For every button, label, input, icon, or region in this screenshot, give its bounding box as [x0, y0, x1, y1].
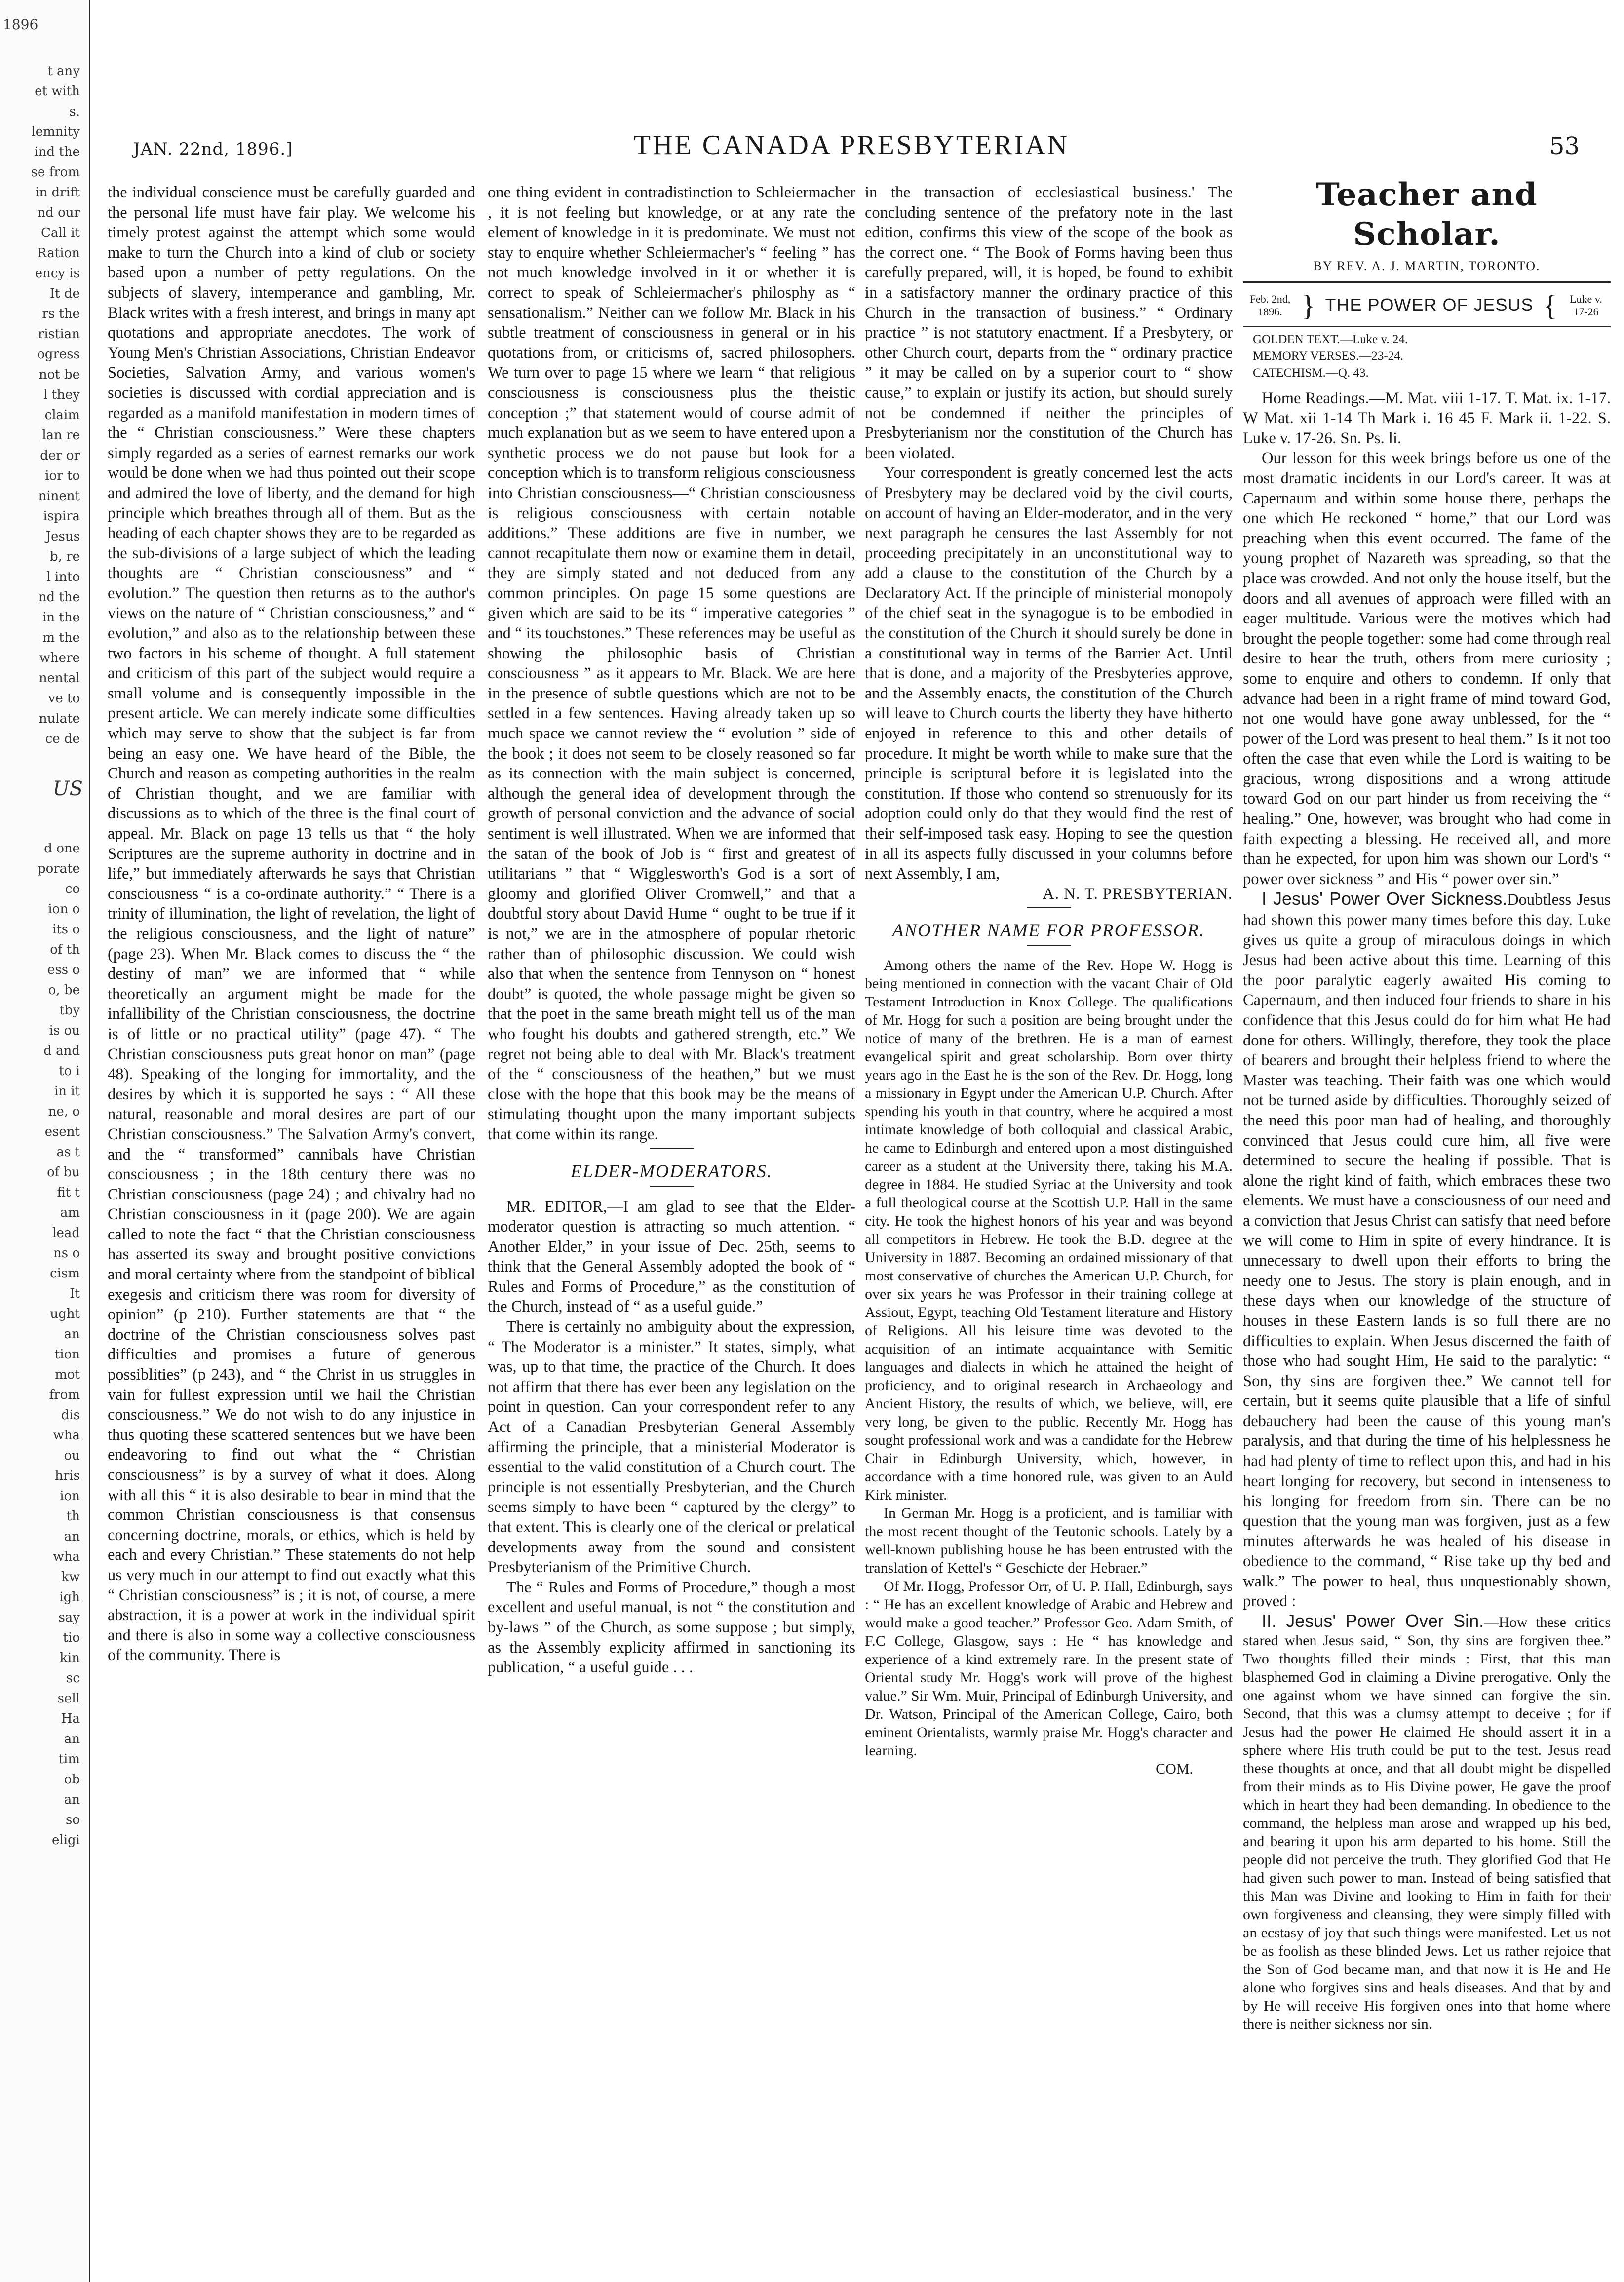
newspaper-title: THE CANADA PRESBYTERIAN	[633, 130, 1070, 160]
margin-fragment: claim	[44, 408, 80, 423]
letter-paragraph: in the transaction of ecclesiastical business.' The concluding sentence of the prefatory note in the last edition, confirms this view of the scope of the book as the correct one. “ The Book of Forms having been thus carefully prepared, will, it is hoped, be found to exhibit in a satisfactory manner the ordinary practice of this Church in the transaction of business.” “ Ordinary practice ” is not statutory enactment. If a Presbytery, or other Church court, departs from the “ ordinary practice ” it may be called on by a superior court to “ show cause,” to explain or justify its action, but should surely not be condemned if neither the principles of Presbyterianism nor the constitution of the Church has been violated.	[865, 184, 1233, 462]
margin-fragment: an	[64, 1792, 80, 1807]
margin-fragment: d and	[43, 1044, 80, 1058]
margin-fragment: an	[64, 1732, 80, 1746]
margin-fragment: nd the	[38, 590, 80, 605]
margin-fragment: tio	[63, 1630, 80, 1645]
margin-fragment: Jesus	[45, 529, 80, 544]
heading-rule	[1243, 281, 1611, 283]
elder-moderators-title: ELDER-MODERATORS.	[570, 1161, 773, 1182]
margin-fragment: ce de	[45, 732, 80, 746]
margin-fragment: ristian	[38, 327, 80, 342]
margin-fragment: igh	[59, 1590, 80, 1605]
margin-fragment: to i	[59, 1064, 80, 1079]
column-3	[865, 183, 1233, 2266]
page-number: 53	[1549, 132, 1580, 160]
section-rule	[650, 1148, 694, 1149]
margin-fragment: ou	[64, 1448, 80, 1463]
article-paragraph: Among others the name of the Rev. Hope W. Hogg is being mentioned in connection with the vacant Chair of Old Testament Introduction in Knox College. The qualifications of Mr. Hogg for such a position are being brought under the notice of many of the brethren. He is a man of earnest evangelical spirit and great scholarship. Born over thirty years ago in the East he is the son of the Rev. Dr. Hogg, long a missionary in Egypt under the American U.P. Church. After spending his youth in that country, where he acquired a most intimate knowledge of both colloquial and classical Arabic, he came to Edinburgh and entered upon a most distinguished career as a student at the University there, taking his M.A. degree in 1884. He studied Syriac at the University and took a full theological course at the Scottish U.P. Hall in the same city. He took the highest honors of his year and was beyond all competitors in Hebrew. He took the B.D. degree at the University in 1887. Becoming an ordained missionary of that most conservative of churches the American U.P. Church, for over six years he was Professor in their training college at Assiout, Egypt, teaching Old Testament literature and History of Religions. All his leisure time was devoted to the acquisition of an intimate acquaintance with Semitic languages and dialects in which he attained the height of proficiency, and to original research in Archaeology and Ancient History, the results of which, we believe, will, ere very long, be given to the public. Recently Mr. Hogg has sought professional work and was a candidate for the Hebrew Chair in Edinburgh University, which, however, in accordance with a time honored rule, was given to an Auld Kirk minister.	[865, 957, 1233, 1504]
margin-fragment: ogress	[37, 347, 80, 362]
margin-fragment: ion	[60, 1489, 80, 1504]
margin-fragment: ne, o	[48, 1104, 80, 1119]
home-readings: Home Readings.—M. Mat. viii 1-17. T. Mat. ix. 1-17. W Mat. xii 1-14 Th Mark i. 16 45 F. Mark ii. 1-22. S. Luke v. 17-26. Sn. Ps. li.	[1243, 389, 1611, 447]
margin-fragment: nd our	[37, 205, 80, 220]
margin-fragment: tion	[54, 1347, 80, 1362]
margin-fragment: of bu	[47, 1165, 80, 1180]
brace-glyph: {	[1543, 289, 1557, 322]
section-1-text: Doubtless Jesus had shown this power many times before this day. Luke gives us quite a group of miraculous doings in which Jesus had been active about this time. Learning of this the poor paralytic eagerly awaited His coming to Capernaum, and then induced four friends to share in his confidence that this Jesus could do for him what He had done for others. Willingly, therefore, they took the place of bearers and brought their helpless friend to where the Master was teaching. Their faith was one which would not be turned aside by difficulties. Thoroughly seized of the need this poor man had of healing, and thoroughly convinced that Jesus could cure him, all five were determined to secure the healing if possible. That is alone the right kind of faith, which embraces these two elements. We must have a consciousness of our need and a conviction that Jesus Christ can satisfy that need before we will come to Him in spite of every hindrance. It is unnecessary to dwell upon their efforts to bring the needy one to Jesus. The story is plain enough, and in these days when our knowledge of the structure of houses in these Eastern lands is so full there are no difficulties to explain. When Jesus discerned the faith of those who had sought Him, He said to the paralytic: “ Son, thy sins are forgiven thee.” We cannot tell for certain, but it seems quite plausible that a life of sinful debauchery had been the cause of this young man's paralysis, and that during the time of his helplessness he had had plenty of time to reflect upon this, and had in his heart longing for recovery, but second in intenseness to his longing for freedom from sin. There can be no question that the young man was forgiven, just as a few minutes afterwards he was healed of his disease in obedience to the command, “ Rise take up thy bed and walk.” The power to heal, thus unquestionably shown, proved :	[1243, 891, 1611, 1611]
margin-fragment: ns o	[53, 1246, 80, 1261]
letter-paragraph: MR. EDITOR,—I am glad to see that the Elder-moderator question is attracting so much attention. “ Another Elder,” in your issue of Dec. 25th, seems to think that the General Assembly adopted the book of “ Rules and Forms of Procedure,” as the constitution of the Church, instead of “ as a useful guide.”	[488, 1198, 855, 1316]
margin-fragment: s.	[69, 104, 80, 119]
margin-fragment: sc	[66, 1671, 80, 1686]
margin-fragment: It de	[49, 286, 80, 301]
column-4	[1243, 175, 1611, 2258]
margin-fragment: kin	[60, 1651, 80, 1665]
margin-fragment: am	[60, 1205, 80, 1220]
margin-fragment: ency is	[35, 266, 80, 281]
margin-fragment: se from	[31, 165, 80, 180]
lesson-intro: Our lesson for this week brings before us one of the most dramatic incidents in our Lord's career. It was at Capernaum and within some house there, perhaps the one which He reckoned “ home,” that our Lord was preaching when this event occurred. The fame of the young prophet of Nazareth was spreading, so that the place was crowded. And not only the house itself, but the doors and all avenues of approach were filled with an eager multitude. Various were the motives which had brought the people together: some had come through real desire to hear the truth, others from mere curiosity ; some to enquire and others to condemn. If only that advance had been in a right frame of mind toward God, not one would have gone away unblessed, for the “ power of the Lord was present to heal them.” Is it not too often the case that even while the Lord is waiting to be gracious, wrong dispositions and a wrong attitude toward God on our part hinder us from receiving the “ healing.” One, however, was brought who had come in faith expecting a blessing. He received all, and more than he expected, for upon him was shown our Lord's “ power over sickness ” and His “ power over sin.”	[1243, 449, 1611, 888]
margin-fragment: o, be	[48, 983, 80, 998]
column-1	[108, 183, 475, 2266]
margin-fragment: d one	[44, 841, 80, 856]
margin-fragment: It	[70, 1286, 80, 1301]
teacher-scholar-heading: Teacher and Scholar.	[1316, 176, 1538, 253]
section-2-heading: II. Jesus' Power Over Sin.	[1262, 1610, 1484, 1631]
article-paragraph: Of Mr. Hogg, Professor Orr, of U. P. Hall, Edinburgh, says : “ He has an excellent knowledge of Arabic and Hebrew and would make a good teacher.” Professor Geo. Adam Smith, of F.C College, Glasgow, says : He “ has knowledge and experience of a kind extremely rare. In the present state of Oriental study Mr. Hogg's work will prove of the highest value.” Sir Wm. Muir, Principal of Edinburgh University, and Dr. Watson, Principal of the American College, Cairo, both eminent Orientalists, warmly praise Mr. Hogg's character and learning.	[865, 1578, 1233, 1759]
margin-fragment: ind the	[34, 145, 80, 159]
margin-fragment: ior to	[45, 468, 80, 483]
margin-fragment: an	[64, 1327, 80, 1342]
margin-fragment: Ration	[37, 246, 80, 261]
margin-fragment: wha	[53, 1428, 80, 1443]
section-2-text: —How these critics stared when Jesus said, “ Son, thy sins are forgiven thee.” Two thoughts filled their minds : First, that this man blasphemed God in claiming a Divine prerogative. Only the one against whom we have sinned can forgive the sin. Second, that this was a clumsy attempt to deceive ; for if Jesus had the power He claimed He should assert it in a sphere where His truth could be put to the test. Jesus read these thoughts at once, and that all doubt might be dispelled from their minds as to His Divine power, He gave the proof which in heart they had been demanding. In obedience to the command, the helpless man arose and wrapped up his bed, and bearing it upon his arm departed to his home. Still the people did not perceive the truth. They glorified God that He had given such power to man. Instead of being satisfied that this Man was Divine and looking to Him in faith for their own forgiveness and cleansing, they were simply filled with an ecstasy of joy that such things were manifested. Let us not be as foolish as these blinded Jews. Let us rather rejoice that the Son of God became man, and that now it is He and He alone who forgives sins and heals diseases. And that by and by He will receive His forgiven ones into that home where there is neither sickness nor sin.	[1243, 1614, 1611, 2032]
margin-fragment: US	[52, 777, 83, 800]
margin-fragment: ess o	[47, 963, 80, 977]
letter-signature: A. N. T. PRESBYTERIAN.	[1043, 885, 1233, 903]
margin-fragment: eligi	[52, 1833, 80, 1848]
margin-fragment: so	[66, 1813, 80, 1827]
margin-fragment: kw	[61, 1570, 80, 1585]
margin-fragment: say	[58, 1610, 80, 1625]
catechism: CATECHISM.—Q. 43.	[1253, 366, 1369, 380]
margin-fragment: fit t	[57, 1185, 80, 1200]
margin-fragment: in drift	[35, 185, 80, 200]
lesson-header	[1243, 289, 1611, 327]
margin-fragment: sell	[57, 1691, 80, 1706]
margin-fragment: tim	[58, 1752, 80, 1767]
brace-glyph: }	[1301, 289, 1315, 322]
letter-paragraph: There is certainly no ambiguity about the expression, “ The Moderator is a minister.” It states, simply, what was, up to that time, the practice of the Church. It does not affirm that there has ever been any legislation on the point in question. Can your correspondent refer to any Act of a Canadian Presbyterian General Assembly affirming the principle, that a ministerial Moderator is essential to the valid constitution of a Church court. The principle is not essentially Presbyterian, and the Church seems simply to have been “ captured by the clergy” to that extent. This is clearly one of the clerical or prelatical developments away from the sound and consistent Presbyterianism of the Primitive Church.	[488, 1318, 855, 1577]
column-2	[488, 183, 855, 2266]
margin-fragment: wha	[53, 1549, 80, 1564]
review-paragraph: the individual conscience must be carefully guarded and the personal life must have fair play. We welcome his timely protest against the attempt which some would make to turn the Church into a kind of club or society based upon a number of petty regulations. On the subjects of slavery, intemperance and gambling, Mr. Black writes with a fresh interest, and brings in many apt quotations and appropriate anecdotes. The work of Young Men's Christian Associations, Christian Endeavor Societies, Salvation Army, and various women's societies is discussed with cordial appreciation and is regarded as a manifold manifestation in modern times of the “ Christian consciousness.” Were these chapters simply regarded as a series of earnest remarks our work would be done when we had thus pointed out their scope and admired the love of liberty, and the demand for high principle which breathes through all of them. But as the heading of each chapter shows they are to be regarded as the sub-divisions of a large subject of which the leading thoughts are “ Christian consciousness” and “ evolution.” The question then returns as to the author's views on the nature of “ Christian consciousness,” and “ evolution,” and also as to the relationship between these two factors in his scheme of thought. A full statement and criticism of this part of the subject would require a small volume and is consequently impossible in the present article. We can merely indicate some difficulties which may serve to show that the subject is far from being an easy one. We have heard of the Bible, the Church and reason as competing authorities in the realm of Christian thought, and we are familiar with discussions as to which of the three is the final court of appeal. Mr. Black on page 13 tells us that “ the holy Scriptures are the supreme authority in doctrine and in life,” but immediately afterwards he says that Christian consciousness “ is a co-ordinate authority.” “ There is a trinity of illumination, the light of revelation, the light of the religious consciousness, and the light of nature” (page 23). When Mr. Black comes to discuss the “ the destiny of man” we are informed that “ while theoretically an argument might be made for the infallibility of the Christian consciousness, the doctrine is of little or no practical utility” (page 47). “ The Christian consciousness puts great honor on man” (page 48). Speaking of the longing for immortality, and the desires by which it is supported he says : “ All these natural, reasonable and moral desires are part of our Christian consciousness.” The Salvation Army's convert, and the “ transformed” cannibals have Christian consciousness ; in the 18th century there was no Christian consciousness (page 24) ; and chivalry had no Christian consciousness in it (page 200). We are again called to note the fact “ that the Christian consciousness has asserted its sway and brought positive convictions and moral certainty where from the standpoint of biblical exegesis and criticism there was room for diversity of opinion” (p 210). Further statements are that “ the doctrine of the Christian consciousness solves past difficulties and promises a future of generous possiblities” (p 243), and “ the Christ in us struggles in vain for fullest expression until we hail the Christian consciousness.” We do not wish to do any injustice in thus quoting these scattered sentences but we have been endeavoring to find out what the “ Christian consciousness” is by a survey of what it does. Along with all this “ it is also desirable to bear in mind that the common Christian consciousness is that consensus concerning doctrine, morals, or ethics, which is held by each and every Christian.” These statements do not help us very much in our attempt to find out exactly what this “ Christian consciousness” is ; it is not, of course, a mere abstraction, it is a power at work in the individual spirit and there is also in some way a collective consciousness of the community. There is	[108, 184, 475, 1664]
running-head	[123, 129, 1580, 164]
section-1	[1243, 889, 1611, 1611]
margin-fragment: ught	[50, 1307, 80, 1321]
margin-year: 1896	[3, 16, 39, 33]
review-paragraph: one thing evident in contradistinction to Schleiermacher , it is not feeling but knowledge, or at any rate the element of knowledge in it is predominate. We must not stay to enquire whether Schleiermacher's “ feeling ” has not much knowledge involved in it or whether it is correct to speak of Schleiermacher's philosphy as “ sensationalism.” Neither can we follow Mr. Black in his subtle treatment of consciousness in general or in his quotations from, or criticisms of, sacred philosophers. We turn over to page 15 where we learn “ that religious consciousness is consciousness plus the theistic conception ;” that statement would of course admit of much explanation but as we seem to have entered upon a synthetic process we do not pause but look for a conception which is to transform religious consciousness into Christian consciousness—“ Christian consciousness is religious consciousness with certain notable additions.” These additions are five in number, we cannot recapitulate them now or examine them in detail, they are simply stated and not deduced from any common principles. On page 15 some questions are given which are said to be its “ imperative categories ” and “ its touchstones.” These references may be useful as showing the philosophic basis of Christian consciousness ” as it appears to Mr. Black. We are here in the presence of subtle questions which are not to be settled in a few sentences. Having already taken up so much space we cannot review the “ evolution ” side of the book ; it does not seem to be closely reasoned so far as its connection with the main subject is concerned, although the general idea of development through the growth of personal conviction and the advance of social sentiment is well illustrated. When we are informed that the satan of the book of Job is “ first and greatest of utilitarians ” that “ Wigglesworth's God is a sort of gloomy and glorified Oliver Cromwell,” and that a doubtful story about David Hume “ ought to be true if it is not,” we are in the atmosphere of popular rhetoric rather than of philosophic discussion. We could wish also that when the sentence from Tennyson on “ honest doubt” is quoted, the whole passage might be given so that the poet in the same breath might tell us of the man who fought his doubts and gathered strength, etc.” We regret not being able to deal with Mr. Black's treatment of the “ consciousness of the heathen,” but we must close with the hope that this book may be the means of stimulating thought upon the many important subjects that come within its range.	[488, 184, 855, 1143]
another-name-title: ANOTHER NAME FOR PROFESSOR.	[892, 921, 1205, 941]
issue-date: JAN. 22nd, 1896.]	[133, 139, 293, 159]
margin-fragment: its o	[52, 922, 80, 937]
margin-fragment: as t	[56, 1145, 80, 1160]
section-rule	[1027, 945, 1071, 946]
margin-fragment: t any	[47, 64, 80, 78]
margin-fragment: th	[66, 1509, 80, 1524]
section-2	[1243, 1612, 1611, 2033]
section-rule	[650, 1186, 694, 1187]
margin-fragment: nental	[39, 671, 80, 686]
margin-fragment: ion o	[48, 902, 80, 917]
margin-fragment: nulate	[39, 711, 80, 726]
section-rule	[1027, 907, 1071, 908]
article-paragraph: In German Mr. Hogg is a proficient, and is familiar with the most recent thought of the Teutonic schools. Lately by a well-known publishing house he has been entrusted with the translation of Kettel's “ Geschicte der Hebraer.”	[865, 1505, 1233, 1577]
margin-fragment: b, re	[50, 549, 80, 564]
margin-fragment: where	[39, 651, 80, 665]
article-signature: COM.	[1156, 1761, 1193, 1778]
margin-fragment: et with	[35, 84, 80, 99]
lesson-title: THE POWER OF JESUS	[1325, 295, 1534, 315]
margin-fragment: l they	[43, 387, 80, 402]
previous-page-edge	[0, 0, 90, 2282]
margin-fragment: lan re	[42, 428, 80, 443]
memory-verses: MEMORY VERSES.—23-24.	[1253, 349, 1403, 363]
letter-paragraph: Your correspondent is greatly concerned lest the acts of Presbytery may be declared void by the civil courts, on account of having an Elder-moderator, and in the very next paragraph he censures the last Assembly for not proceeding precipitately in an unconstitutional way to add a clause to the constitution of the Church by a Declaratory Act. If the principle of ministerial monopoly of the chief seat in the synagogue is to be embodied in the constitution of the Church it should surely be done in a constitutional way in terms of the Barrier Act. Until that is done, and a majority of the Presbyteries approve, and the Assembly enacts, the constitution of the Church will leave to Church courts the liberty they have hitherto enjoyed in reference to this and other details of procedure. It might be worth while to make sure that the principle is scriptural before it is legislated into the constitution. If those who contend so strenuously for its adoption could only do that they would find the rest of their self-imposed task easy. Hoping to see the question in all its aspects fully discussed in your columns before next Assembly, I am,	[865, 464, 1233, 883]
margin-fragment: of th	[50, 942, 80, 957]
margin-fragment: Ha	[61, 1711, 80, 1726]
margin-fragment: in it	[54, 1084, 80, 1099]
lesson-reference: Luke v. 17-26	[1570, 292, 1602, 318]
margin-fragment: not be	[39, 367, 80, 382]
margin-fragment: ispira	[43, 509, 80, 524]
lesson-date: Feb. 2nd, 1896.	[1249, 292, 1291, 318]
margin-fragment: m the	[42, 630, 80, 645]
margin-fragment: ninent	[38, 489, 80, 503]
author-line: BY REV. A. J. MARTIN, TORONTO.	[1313, 259, 1541, 273]
margin-fragment: ve to	[48, 691, 80, 706]
margin-fragment: an	[64, 1529, 80, 1544]
margin-fragment: mot	[55, 1367, 80, 1382]
margin-fragment: in the	[42, 610, 80, 625]
margin-fragment: ob	[64, 1772, 80, 1787]
golden-text: GOLDEN TEXT.—Luke v. 24.	[1253, 332, 1408, 346]
margin-fragment: from	[49, 1388, 80, 1402]
margin-fragment: esent	[44, 1124, 80, 1139]
margin-fragment: co	[65, 882, 80, 896]
margin-fragment: l into	[46, 570, 80, 584]
margin-fragment: lemnity	[31, 124, 80, 139]
article-body	[865, 956, 1233, 1778]
margin-fragment: Call it	[40, 226, 80, 240]
margin-fragment: tby	[59, 1003, 80, 1018]
margin-fragment: lead	[52, 1226, 80, 1240]
letter-paragraph: The “ Rules and Forms of Procedure,” though a most excellent and useful manual, is not “ the constitution and by-laws ” of the Church, as some suppose ; but simply, as the Assembly explicity affirmed in sanctioning its publication, “ a useful guide . . .	[488, 1578, 855, 1677]
margin-fragment: rs the	[42, 307, 80, 321]
margin-fragment: dis	[61, 1408, 80, 1423]
margin-fragment: porate	[37, 861, 80, 876]
margin-fragment: der or	[40, 448, 80, 463]
margin-fragment: hris	[55, 1469, 80, 1483]
section-1-heading: I Jesus' Power Over Sickness.	[1262, 889, 1508, 909]
margin-fragment: is ou	[49, 1023, 80, 1038]
margin-fragment: cism	[50, 1266, 80, 1281]
